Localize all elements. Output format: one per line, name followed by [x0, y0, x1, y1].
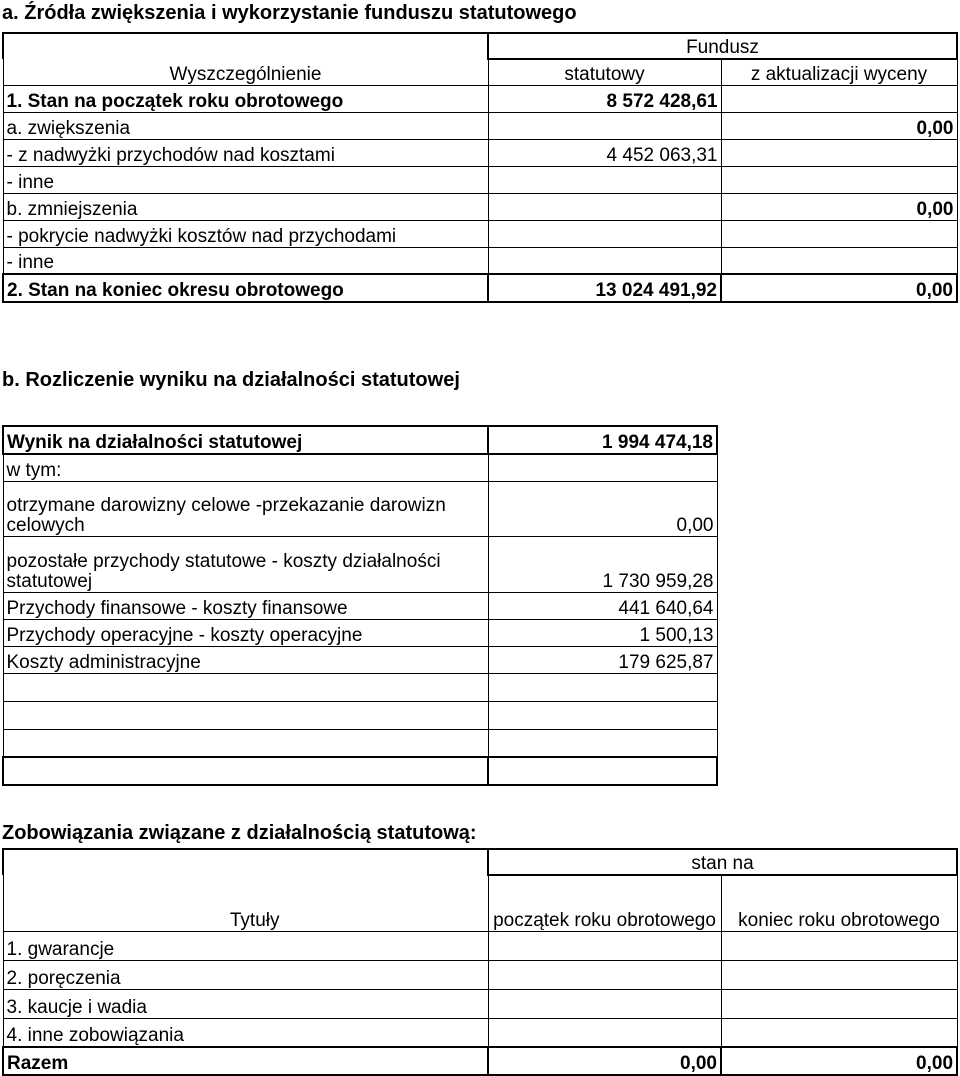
fund-group-header: Fundusz: [488, 33, 957, 59]
table-row: [3, 673, 717, 701]
table-row: [3, 960, 957, 989]
table-row: [3, 454, 717, 481]
table-row: [3, 193, 957, 220]
row-desc: 3. kaucje i wadia: [3, 989, 488, 1018]
row-value: 441 640,64: [488, 592, 717, 619]
table-row: [3, 85, 957, 112]
liab-col-title: Tytuły: [3, 875, 488, 931]
table-row: [3, 989, 957, 1018]
row-desc: 2. Stan na koniec okresu obrotowego: [3, 274, 488, 302]
row-value: [488, 757, 717, 785]
row-end: [721, 960, 957, 989]
table-row: [3, 426, 717, 454]
row-desc: [3, 757, 488, 785]
table-row: [3, 592, 717, 619]
row-desc: a. zwiększenia: [3, 112, 488, 139]
row-end: [721, 989, 957, 1018]
row-value: [488, 673, 717, 701]
fund-col-revaluation: z aktualizacji wyceny: [721, 59, 957, 85]
row-desc: b. zmniejszenia: [3, 193, 488, 220]
row-value: [488, 729, 717, 757]
row-value: 179 625,87: [488, 646, 717, 673]
row-value: 1 500,13: [488, 619, 717, 646]
fund-col-statutory: statutowy: [488, 59, 721, 85]
row-desc: - pokrycie nadwyżki kosztów nad przychodami: [3, 220, 488, 247]
table-row: [3, 1018, 957, 1047]
row-revaluation: [721, 139, 957, 166]
table-row: [3, 646, 717, 673]
row-end: [721, 931, 957, 960]
table-row: [3, 757, 717, 785]
row-statutory: 8 572 428,61: [488, 85, 721, 112]
row-value: 1 730 959,28: [488, 536, 717, 592]
row-start: [488, 931, 721, 960]
row-desc: Razem: [3, 1047, 488, 1075]
liabilities-table: [2, 848, 958, 1076]
row-desc: Wynik na działalności statutowej: [3, 426, 488, 454]
row-desc: [3, 729, 488, 757]
table-row: [3, 481, 717, 536]
row-value: 0,00: [488, 481, 717, 536]
liab-header-blank: [3, 849, 488, 875]
row-revaluation: [721, 247, 957, 274]
fund-table: [2, 32, 958, 303]
row-value: [488, 701, 717, 729]
table-row: [3, 931, 957, 960]
row-statutory: [488, 112, 721, 139]
liab-group-header: stan na: [488, 849, 957, 875]
row-statutory: [488, 247, 721, 274]
row-desc: Koszty administracyjne: [3, 646, 488, 673]
row-start: [488, 960, 721, 989]
row-end: [721, 1018, 957, 1047]
row-desc: - inne: [3, 166, 488, 193]
row-start: [488, 1018, 721, 1047]
row-revaluation: [721, 220, 957, 247]
table-row: [3, 112, 957, 139]
result-table: [2, 425, 718, 786]
table-row: [3, 274, 957, 302]
row-start: [488, 989, 721, 1018]
row-desc: pozostałe przychody statutowe - koszty działalności statutowej: [3, 536, 488, 592]
row-start: 0,00: [488, 1047, 721, 1075]
row-desc: [3, 701, 488, 729]
row-statutory: [488, 220, 721, 247]
table-row: [3, 729, 717, 757]
table-row: [3, 619, 717, 646]
row-revaluation: [721, 85, 957, 112]
row-value: 1 994 474,18: [488, 426, 717, 454]
table-row: [3, 247, 957, 274]
liab-col-start: początek roku obrotowego: [488, 875, 721, 931]
table-row: [3, 220, 957, 247]
table-row: [3, 166, 957, 193]
row-desc: [3, 673, 488, 701]
row-statutory: 13 024 491,92: [488, 274, 721, 302]
row-desc: w tym:: [3, 454, 488, 481]
row-statutory: 4 452 063,31: [488, 139, 721, 166]
fund-col-desc: Wyszczególnienie: [3, 59, 488, 85]
section-b-title: b. Rozliczenie wyniku na działalności statutowej: [2, 369, 460, 391]
row-statutory: [488, 193, 721, 220]
fund-header-blank: [3, 33, 488, 59]
row-desc: Przychody operacyjne - koszty operacyjne: [3, 619, 488, 646]
row-desc: - inne: [3, 247, 488, 274]
row-desc: otrzymane darowizny celowe -przekazanie darowizn celowych: [3, 481, 488, 536]
row-statutory: [488, 166, 721, 193]
row-desc: 1. gwarancje: [3, 931, 488, 960]
table-row: [3, 536, 717, 592]
row-desc: - z nadwyżki przychodów nad kosztami: [3, 139, 488, 166]
row-end: 0,00: [721, 1047, 957, 1075]
row-desc: Przychody finansowe - koszty finansowe: [3, 592, 488, 619]
row-revaluation: 0,00: [721, 193, 957, 220]
section-c-title: Zobowiązania związane z działalnością statutową:: [2, 822, 477, 844]
table-row: [3, 139, 957, 166]
table-row: [3, 701, 717, 729]
row-value: [488, 454, 717, 481]
row-desc: 4. inne zobowiązania: [3, 1018, 488, 1047]
row-desc: 2. poręczenia: [3, 960, 488, 989]
row-revaluation: 0,00: [721, 112, 957, 139]
table-row: [3, 1047, 957, 1075]
row-revaluation: 0,00: [721, 274, 957, 302]
row-desc: 1. Stan na początek roku obrotowego: [3, 85, 488, 112]
section-a-title: a. Źródła zwiększenia i wykorzystanie funduszu statutowego: [2, 2, 577, 24]
row-revaluation: [721, 166, 957, 193]
liab-col-end: koniec roku obrotowego: [721, 875, 957, 931]
